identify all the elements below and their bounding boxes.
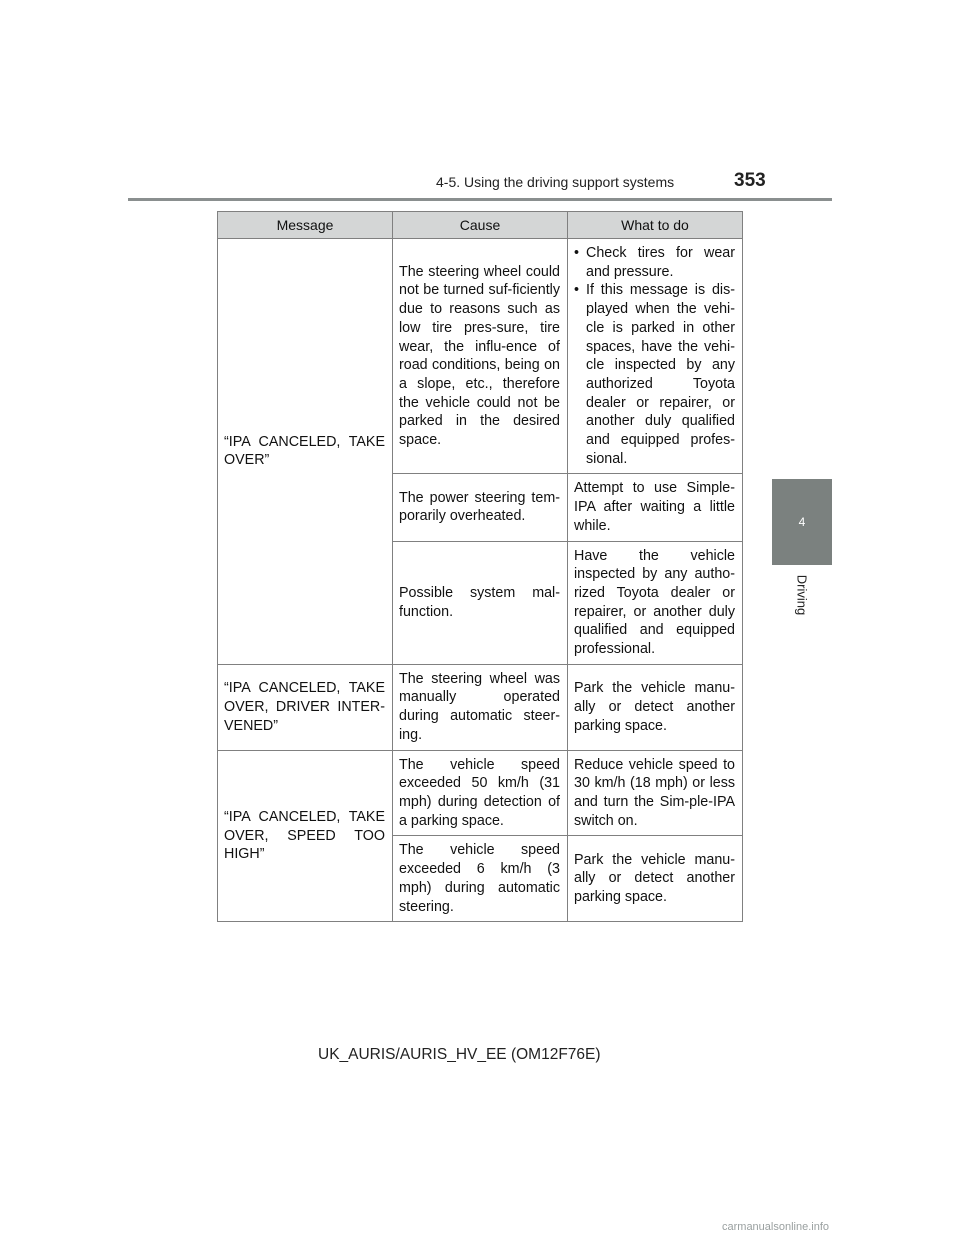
chapter-tab (772, 479, 832, 565)
message-table (217, 211, 743, 922)
message-cell: “IPA CANCELED, TAKE OVER, DRIVER INTER-VENED” (218, 664, 393, 750)
cause-cell: Possible system mal-function. (393, 541, 568, 664)
page-number: 353 (734, 170, 766, 191)
cause-cell: The power steering tem-porarily overheated. (393, 474, 568, 541)
message-cell: “IPA CANCELED, TAKE OVER, SPEED TOO HIGH” (218, 750, 393, 922)
table-row (218, 664, 743, 750)
table-header-row (218, 212, 743, 239)
section-title: 4-5. Using the driving support systems (436, 174, 675, 190)
table-row (218, 750, 743, 836)
header-message: Message (218, 212, 393, 239)
chapter-label: Driving (794, 574, 810, 616)
list-item: • If this message is dis-played when the vehi-cle is parked in other spaces, have the vehi-cle inspected by any authorized Toyota dealer or repairer, or another duly qualified and equipped profes-sional. (574, 281, 735, 468)
action-bullet-list (574, 244, 735, 468)
header-divider (128, 198, 832, 201)
action-cell: Park the vehicle manu-ally or detect another parking space. (568, 664, 743, 750)
manual-code: UK_AURIS/AURIS_HV_EE (OM12F76E) (318, 1046, 601, 1063)
message-cell: “IPA CANCELED, TAKE OVER” (218, 239, 393, 665)
action-cell: Reduce vehicle speed to 30 km/h (18 mph) or less and turn the Sim-ple-IPA switch on. (568, 750, 743, 836)
action-cell: Have the vehicle inspected by any autho-rized Toyota dealer or repairer, or another duly qualified and equipped professional. (568, 541, 743, 664)
action-cell (568, 239, 743, 474)
cause-cell: The steering wheel could not be turned suf-ficiently due to reasons such as low tire pres-sure, tire wear, the influ-ence of road conditions, being on a slope, etc., therefore the vehicle could not be parked in the desired space. (393, 239, 568, 474)
list-item: • Check tires for wear and pressure. (574, 244, 735, 281)
cause-cell: The steering wheel was manually operated during automatic steer-ing. (393, 664, 568, 750)
chapter-number: 4 (798, 515, 806, 529)
action-cell: Attempt to use Simple-IPA after waiting a little while. (568, 474, 743, 541)
cause-cell: The vehicle speed exceeded 6 km/h (3 mph) during automatic steering. (393, 836, 568, 922)
action-cell: Park the vehicle manu-ally or detect another parking space. (568, 836, 743, 922)
cause-cell: The vehicle speed exceeded 50 km/h (31 mph) during detection of a parking space. (393, 750, 568, 836)
header-cause: Cause (393, 212, 568, 239)
watermark: carmanualsonline.info (722, 1221, 830, 1233)
header-what-to-do: What to do (568, 212, 743, 239)
table-row (218, 239, 743, 474)
